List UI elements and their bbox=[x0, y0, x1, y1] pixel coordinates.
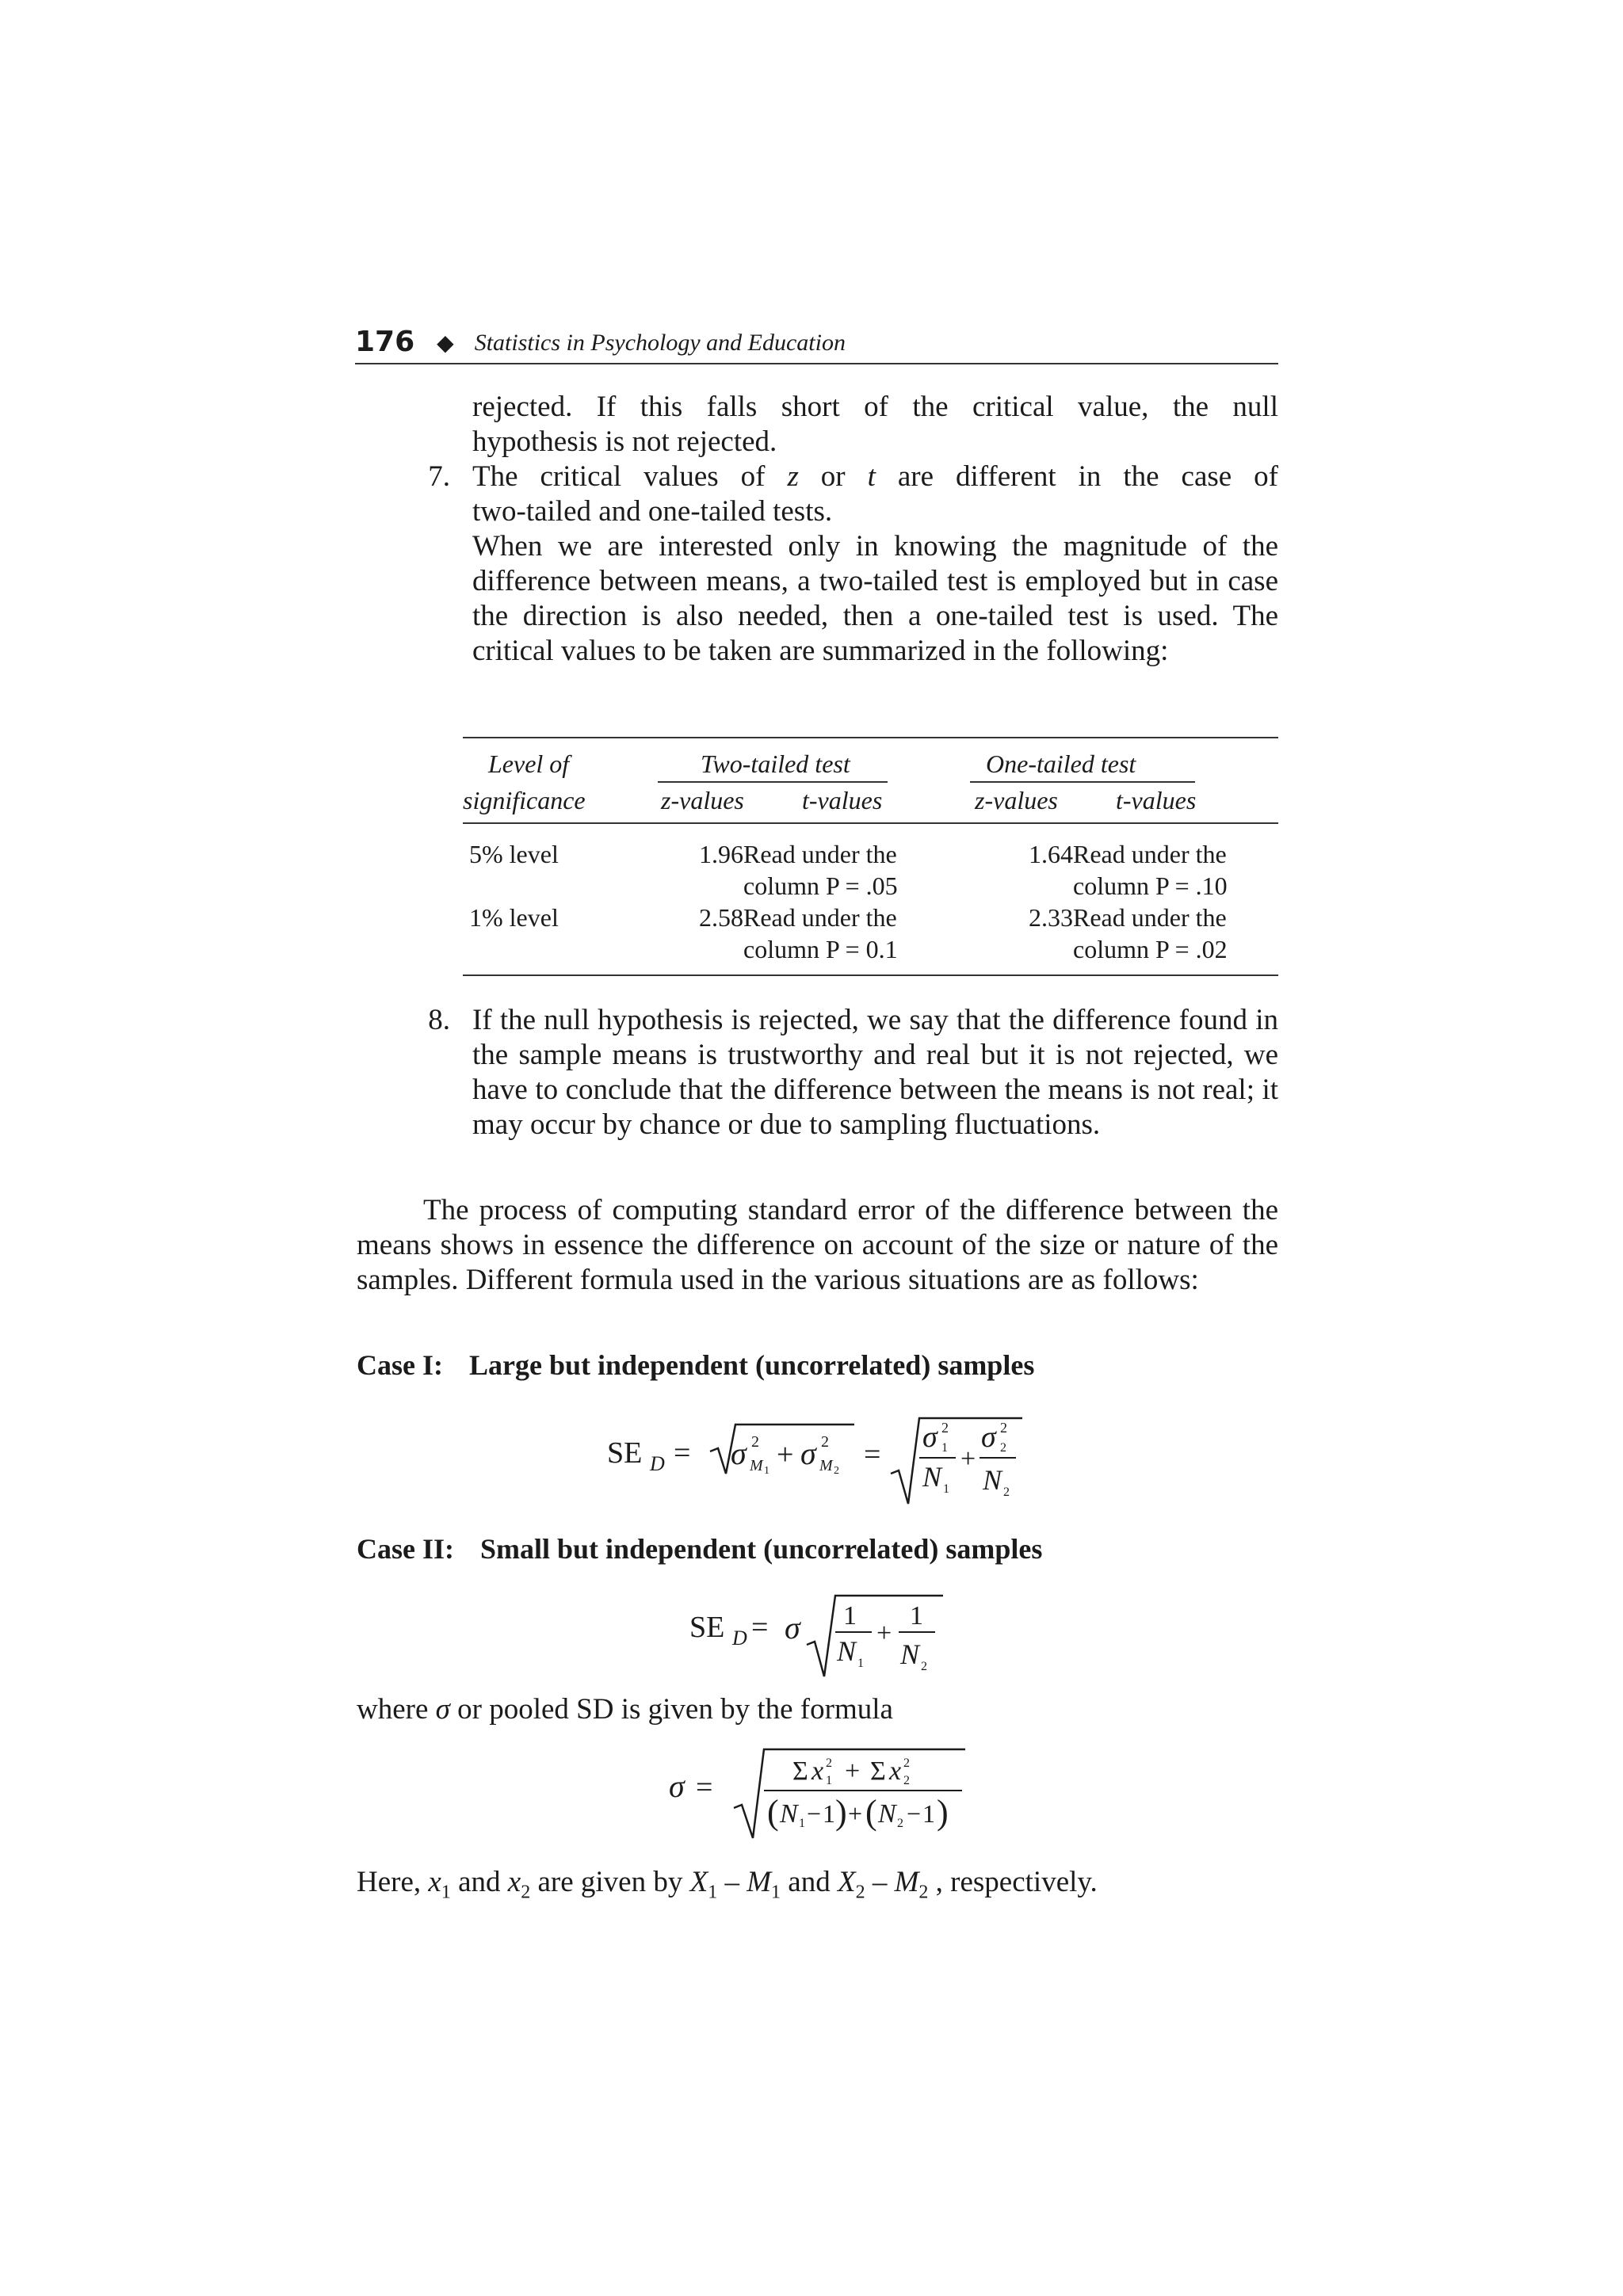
row-1-t-one-line-1: Read under the bbox=[1073, 840, 1227, 868]
one-tailed-underline bbox=[970, 781, 1195, 783]
f1-M-b-sub: 2 bbox=[834, 1465, 839, 1477]
case-1-label: Case I: bbox=[357, 1349, 443, 1381]
f3-minus-1: − bbox=[807, 1799, 822, 1828]
f1-sq-d: 2 bbox=[1000, 1420, 1007, 1436]
here-x2-sub: 2 bbox=[521, 1882, 531, 1903]
here-minus-2: – bbox=[865, 1866, 895, 1898]
row-1-t-one-line-2: column P = .10 bbox=[1073, 871, 1228, 900]
here-M1: M bbox=[747, 1866, 772, 1898]
page-number: 176 bbox=[355, 326, 415, 358]
diamond-separator-icon: ◆ bbox=[437, 330, 454, 356]
f3-N2: N bbox=[878, 1799, 896, 1829]
f1-sigma-a: σ bbox=[731, 1436, 747, 1471]
here-line bbox=[357, 1865, 1278, 1909]
where-part-b: or pooled SD is given by the formula bbox=[449, 1693, 893, 1726]
row-1-z-one: 1.64 bbox=[1029, 840, 1073, 868]
f1-sigma-c-sub: 1 bbox=[941, 1441, 948, 1455]
here-b: and bbox=[450, 1866, 508, 1898]
row-1-t-two-line-1: Read under the bbox=[743, 840, 897, 868]
f1-sigma-c: σ bbox=[922, 1421, 938, 1454]
header-two-t: t-values bbox=[802, 786, 883, 814]
f1-se-sub: D bbox=[650, 1452, 665, 1475]
case-1-heading bbox=[357, 1348, 1034, 1382]
header-one-t: t-values bbox=[1116, 786, 1197, 814]
f3-lparen-1: ( bbox=[767, 1793, 779, 1832]
here-a: Here, bbox=[357, 1866, 429, 1898]
f3-eq: = bbox=[696, 1771, 713, 1804]
z-symbol: z bbox=[787, 460, 799, 493]
f1-M-a-sub: 1 bbox=[764, 1465, 769, 1477]
item-7-line-1 bbox=[472, 460, 1278, 494]
header-two-z: z-values bbox=[661, 786, 744, 814]
item-7-paragraph: When we are interested only in knowing the magnitude of the difference between means, a two-tailed test is employed but in case the direction is also needed, then a one-tailed test is used. The critical values to be taken are summarized in the following: bbox=[472, 530, 1278, 667]
f1-N2-sub: 2 bbox=[1003, 1486, 1010, 1499]
item-7-text bbox=[472, 460, 1278, 669]
item-7-number: 7. bbox=[428, 460, 450, 493]
item-7-line-2: two-tailed and one-tailed tests. bbox=[472, 495, 833, 528]
formula-case-2 bbox=[685, 1585, 954, 1691]
two-tailed-underline bbox=[658, 781, 888, 783]
item-7-line-1-part-a: The critical values of bbox=[472, 460, 788, 493]
case-2-heading bbox=[357, 1532, 1042, 1566]
f2-se-sub: D bbox=[732, 1627, 747, 1650]
row-2-z-one: 2.33 bbox=[1029, 903, 1073, 932]
formula-pooled-sd bbox=[661, 1740, 970, 1847]
f1-N1: N bbox=[922, 1461, 942, 1493]
f3-x1: x bbox=[812, 1756, 824, 1786]
row-2-t-one-line-1: Read under the bbox=[1073, 903, 1227, 932]
row-1-z-two: 1.96 bbox=[699, 840, 743, 868]
table-bottom-rule bbox=[463, 974, 1278, 976]
f2-N1-sub: 1 bbox=[857, 1657, 864, 1670]
running-header bbox=[355, 323, 1278, 364]
f1-sigma-d-sub: 2 bbox=[1000, 1441, 1006, 1455]
f3-x1-sub: 1 bbox=[826, 1774, 832, 1787]
t-symbol: t bbox=[867, 460, 876, 493]
item-8-text bbox=[472, 1003, 1278, 1142]
f1-eq-1: = bbox=[674, 1436, 691, 1470]
body-paragraph bbox=[357, 1193, 1278, 1298]
row-2-t-two-line-2: column P = 0.1 bbox=[743, 935, 898, 963]
here-X2-sub: 2 bbox=[855, 1882, 865, 1903]
here-M2-sub: 2 bbox=[918, 1882, 929, 1903]
here-d: and bbox=[781, 1866, 838, 1898]
formula-case-1 bbox=[602, 1410, 1046, 1517]
f3-plus-bottom: + bbox=[848, 1799, 863, 1828]
row-2-t-two-line-1: Read under the bbox=[743, 903, 897, 932]
f3-N1-sub: 1 bbox=[799, 1817, 805, 1830]
item-7-line-1-part-b: or bbox=[798, 460, 868, 493]
f3-x2-sq: 2 bbox=[903, 1756, 910, 1770]
f1-se: SE bbox=[607, 1436, 643, 1470]
continuation-line-2: hypothesis is not rejected. bbox=[472, 425, 777, 458]
item-8-number: 8. bbox=[428, 1004, 450, 1036]
f2-N1: N bbox=[837, 1635, 857, 1667]
here-x1-sub: 1 bbox=[441, 1882, 451, 1903]
f3-one-2: 1 bbox=[922, 1799, 935, 1828]
body-paragraph-text: The process of computing standard error of the difference between the means shows in essence the difference on account of the size or nature of the samples. Different formula used in the various situations are as follows: bbox=[357, 1194, 1278, 1296]
here-minus-1: – bbox=[717, 1866, 747, 1898]
f2-N2: N bbox=[900, 1638, 920, 1670]
f1-sigma-d: σ bbox=[981, 1421, 996, 1454]
f3-rparen-1: ) bbox=[835, 1793, 847, 1832]
f2-se: SE bbox=[689, 1611, 725, 1644]
here-e: , respectively. bbox=[928, 1866, 1098, 1898]
f1-M-b: M bbox=[819, 1457, 833, 1474]
critical-values-table bbox=[463, 737, 1278, 976]
header-level-line-1: Level of bbox=[488, 749, 570, 778]
row-2-t-one-line-2: column P = .02 bbox=[1073, 935, 1228, 963]
f1-plus-2: + bbox=[960, 1444, 976, 1474]
f1-sq-a: 2 bbox=[751, 1433, 759, 1451]
f1-N2: N bbox=[983, 1464, 1002, 1496]
where-line bbox=[357, 1692, 1278, 1727]
table-top-rule bbox=[463, 737, 1278, 738]
f1-eq-2: = bbox=[864, 1438, 881, 1471]
row-2-level: 1% level bbox=[469, 903, 559, 932]
here-x2: x bbox=[507, 1866, 521, 1898]
f2-eq: = bbox=[751, 1611, 769, 1644]
f3-lparen-2: ( bbox=[865, 1793, 877, 1832]
here-X2: X bbox=[837, 1866, 856, 1898]
header-one-tailed: One-tailed test bbox=[986, 749, 1136, 778]
here-c: are given by bbox=[530, 1866, 690, 1898]
f3-sigma: σ bbox=[669, 1768, 685, 1804]
f3-N2-sub: 2 bbox=[897, 1817, 903, 1830]
f3-sum-2: Σ bbox=[870, 1756, 886, 1786]
f3-N1: N bbox=[780, 1799, 798, 1829]
here-M2: M bbox=[894, 1866, 919, 1898]
where-part-a: where bbox=[357, 1693, 436, 1726]
f2-sigma: σ bbox=[785, 1610, 800, 1646]
f1-N1-sub: 1 bbox=[943, 1482, 949, 1496]
f2-num-1: 1 bbox=[843, 1601, 857, 1630]
f2-N2-sub: 2 bbox=[921, 1660, 927, 1673]
where-line-text bbox=[357, 1692, 1278, 1727]
where-sigma: σ bbox=[435, 1693, 450, 1726]
case-1-title: Large but independent (uncorrelated) samples bbox=[468, 1349, 1035, 1381]
row-1-t-two-line-2: column P = .05 bbox=[743, 871, 898, 900]
item-8-paragraph: If the null hypothesis is rejected, we say that the difference found in the sample means is trustworthy and real but it is not rejected, we have to conclude that the difference between the means is not real; it may occur by chance or due to sampling fluctuations. bbox=[472, 1004, 1278, 1141]
header-two-tailed: Two-tailed test bbox=[701, 749, 850, 778]
f1-sq-b: 2 bbox=[821, 1433, 829, 1451]
f1-sq-c: 2 bbox=[941, 1420, 949, 1436]
f3-rparen-2: ) bbox=[937, 1793, 949, 1832]
row-2-z-two: 2.58 bbox=[699, 903, 743, 932]
f2-plus: + bbox=[876, 1619, 892, 1648]
f3-x2: x bbox=[889, 1756, 902, 1786]
f1-M-a: M bbox=[750, 1457, 763, 1474]
f3-minus-2: − bbox=[907, 1799, 922, 1828]
case-2-label: Case II: bbox=[357, 1533, 454, 1565]
here-X1: X bbox=[689, 1866, 708, 1898]
row-1-level: 5% level bbox=[469, 840, 559, 868]
case-2-title: Small but independent (uncorrelated) samples bbox=[480, 1533, 1043, 1565]
f1-plus-1: + bbox=[777, 1438, 794, 1471]
running-title: Statistics in Psychology and Education bbox=[474, 330, 846, 356]
header-one-z: z-values bbox=[975, 786, 1058, 814]
here-line-text bbox=[357, 1865, 1278, 1909]
here-X1-sub: 1 bbox=[708, 1882, 718, 1903]
f1-sigma-b: σ bbox=[800, 1436, 816, 1471]
f2-num-2: 1 bbox=[910, 1601, 923, 1630]
item-7-line-1-part-c: are different in the case of bbox=[875, 460, 1278, 493]
here-x1: x bbox=[428, 1866, 441, 1898]
header-level-line-2: significance bbox=[463, 786, 586, 814]
f3-one-1: 1 bbox=[823, 1799, 835, 1828]
f3-x1-sq: 2 bbox=[826, 1756, 832, 1770]
f3-plus-top: + bbox=[845, 1756, 861, 1786]
f3-sum-1: Σ bbox=[792, 1756, 808, 1786]
continuation-text bbox=[472, 390, 1278, 460]
f3-x2-sub: 2 bbox=[903, 1774, 910, 1787]
continuation-line-1: rejected. If this falls short of the critical value, the null bbox=[472, 391, 1278, 423]
table-header-rule bbox=[463, 822, 1278, 824]
here-M1-sub: 1 bbox=[771, 1882, 781, 1903]
